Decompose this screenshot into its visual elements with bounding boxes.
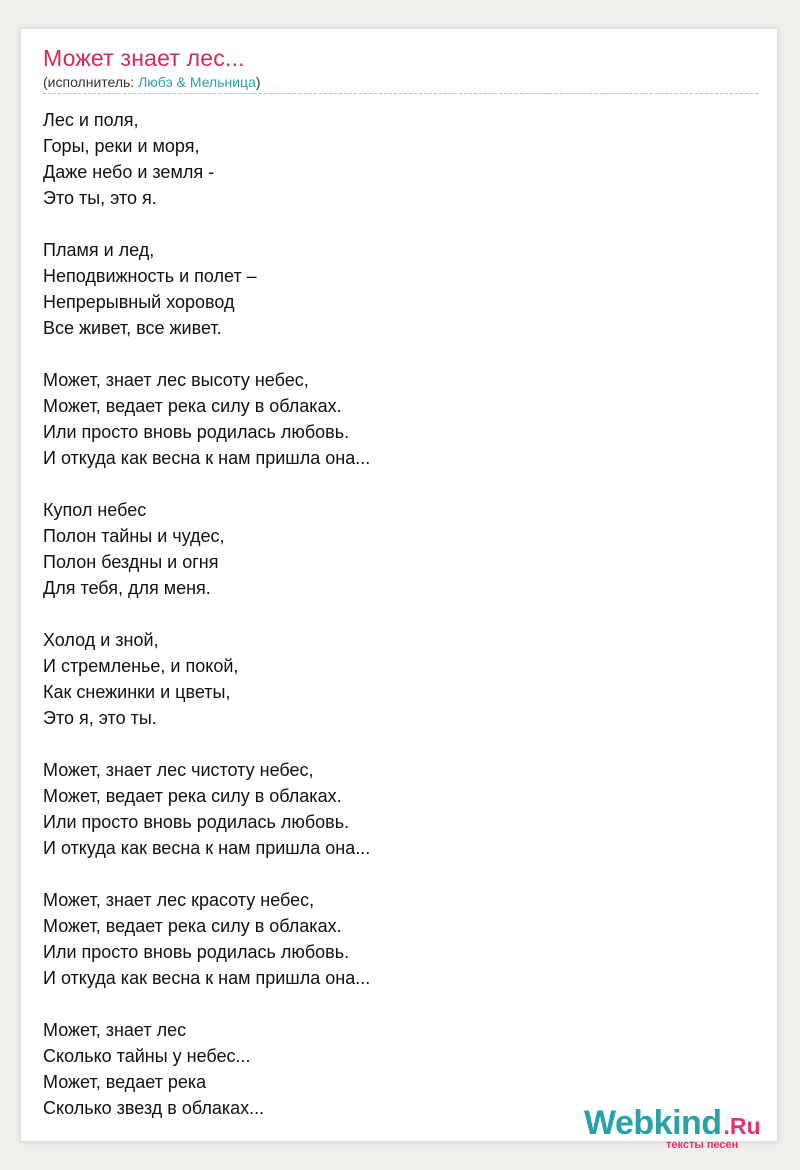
header-divider — [43, 93, 758, 94]
page-title: Может знает лес... — [43, 45, 245, 71]
lyric-line: Это я, это ты. — [43, 708, 157, 728]
lyric-line: Может, знает лес высоту небес, — [43, 370, 309, 390]
stanza — [43, 367, 743, 471]
stanza — [43, 237, 743, 341]
lyric-line: И стремленье, и покой, — [43, 656, 239, 676]
lyric-line: Лес и поля, — [43, 110, 139, 130]
lyric-line: И откуда как весна к нам пришла она... — [43, 448, 371, 468]
lyrics-text — [43, 107, 743, 1147]
performer-link[interactable]: Любэ & Мельница — [138, 74, 256, 90]
lyrics-card — [20, 28, 778, 1151]
lyric-line: Неподвижность и полет – — [43, 266, 257, 286]
logo-tld: .Ru — [723, 1113, 761, 1139]
lyric-line: Все живет, все живет. — [43, 318, 222, 338]
logo-tagline: тексты песен — [666, 1139, 739, 1151]
stanza — [43, 497, 743, 601]
lyric-line: И откуда как весна к нам пришла она... — [43, 968, 371, 988]
lyric-line: Сколько звезд в облаках... — [43, 1098, 265, 1118]
stanza — [43, 757, 743, 861]
stanza — [43, 107, 743, 211]
lyric-line: Может, знает лес красоту небес, — [43, 890, 315, 910]
lyric-line: Для тебя, для меня. — [43, 578, 211, 598]
performer-line — [43, 74, 261, 90]
performer-suffix: ) — [255, 74, 261, 90]
lyric-line: Может, ведает река — [43, 1072, 207, 1092]
lyric-line: Может, знает лес — [43, 1020, 187, 1040]
lyric-line: Даже небо и земля - — [43, 162, 215, 182]
lyric-line: Может, знает лес чистоту небес, — [43, 760, 314, 780]
lyric-line: И откуда как весна к нам пришла она... — [43, 838, 371, 858]
lyric-line: Или просто вновь родилась любовь. — [43, 812, 350, 832]
lyric-line: Непрерывный хоровод — [43, 292, 235, 312]
lyric-line: Может, ведает река силу в облаках. — [43, 786, 342, 806]
lyric-line: Это ты, это я. — [43, 188, 157, 208]
stanza — [43, 627, 743, 731]
logo-name: Webkind — [584, 1104, 722, 1142]
performer-prefix: (исполнитель: — [43, 74, 139, 90]
lyric-line: Может, ведает река силу в облаках. — [43, 396, 342, 416]
lyric-line: Пламя и лед, — [43, 240, 155, 260]
lyric-line: Может, ведает река силу в облаках. — [43, 916, 342, 936]
lyric-line: Холод и зной, — [43, 630, 159, 650]
lyric-line: Как снежинки и цветы, — [43, 682, 231, 702]
lyric-line: Или просто вновь родилась любовь. — [43, 422, 350, 442]
lyric-line: Полон бездны и огня — [43, 552, 219, 572]
lyric-line: Или просто вновь родилась любовь. — [43, 942, 350, 962]
lyric-line: Купол небес — [43, 500, 147, 520]
lyric-line: Полон тайны и чудес, — [43, 526, 225, 546]
webkind-logo[interactable] — [584, 1105, 784, 1155]
lyric-line: Горы, реки и моря, — [43, 136, 200, 156]
lyric-line: Сколько тайны у небес... — [43, 1046, 251, 1066]
stanza — [43, 887, 743, 991]
